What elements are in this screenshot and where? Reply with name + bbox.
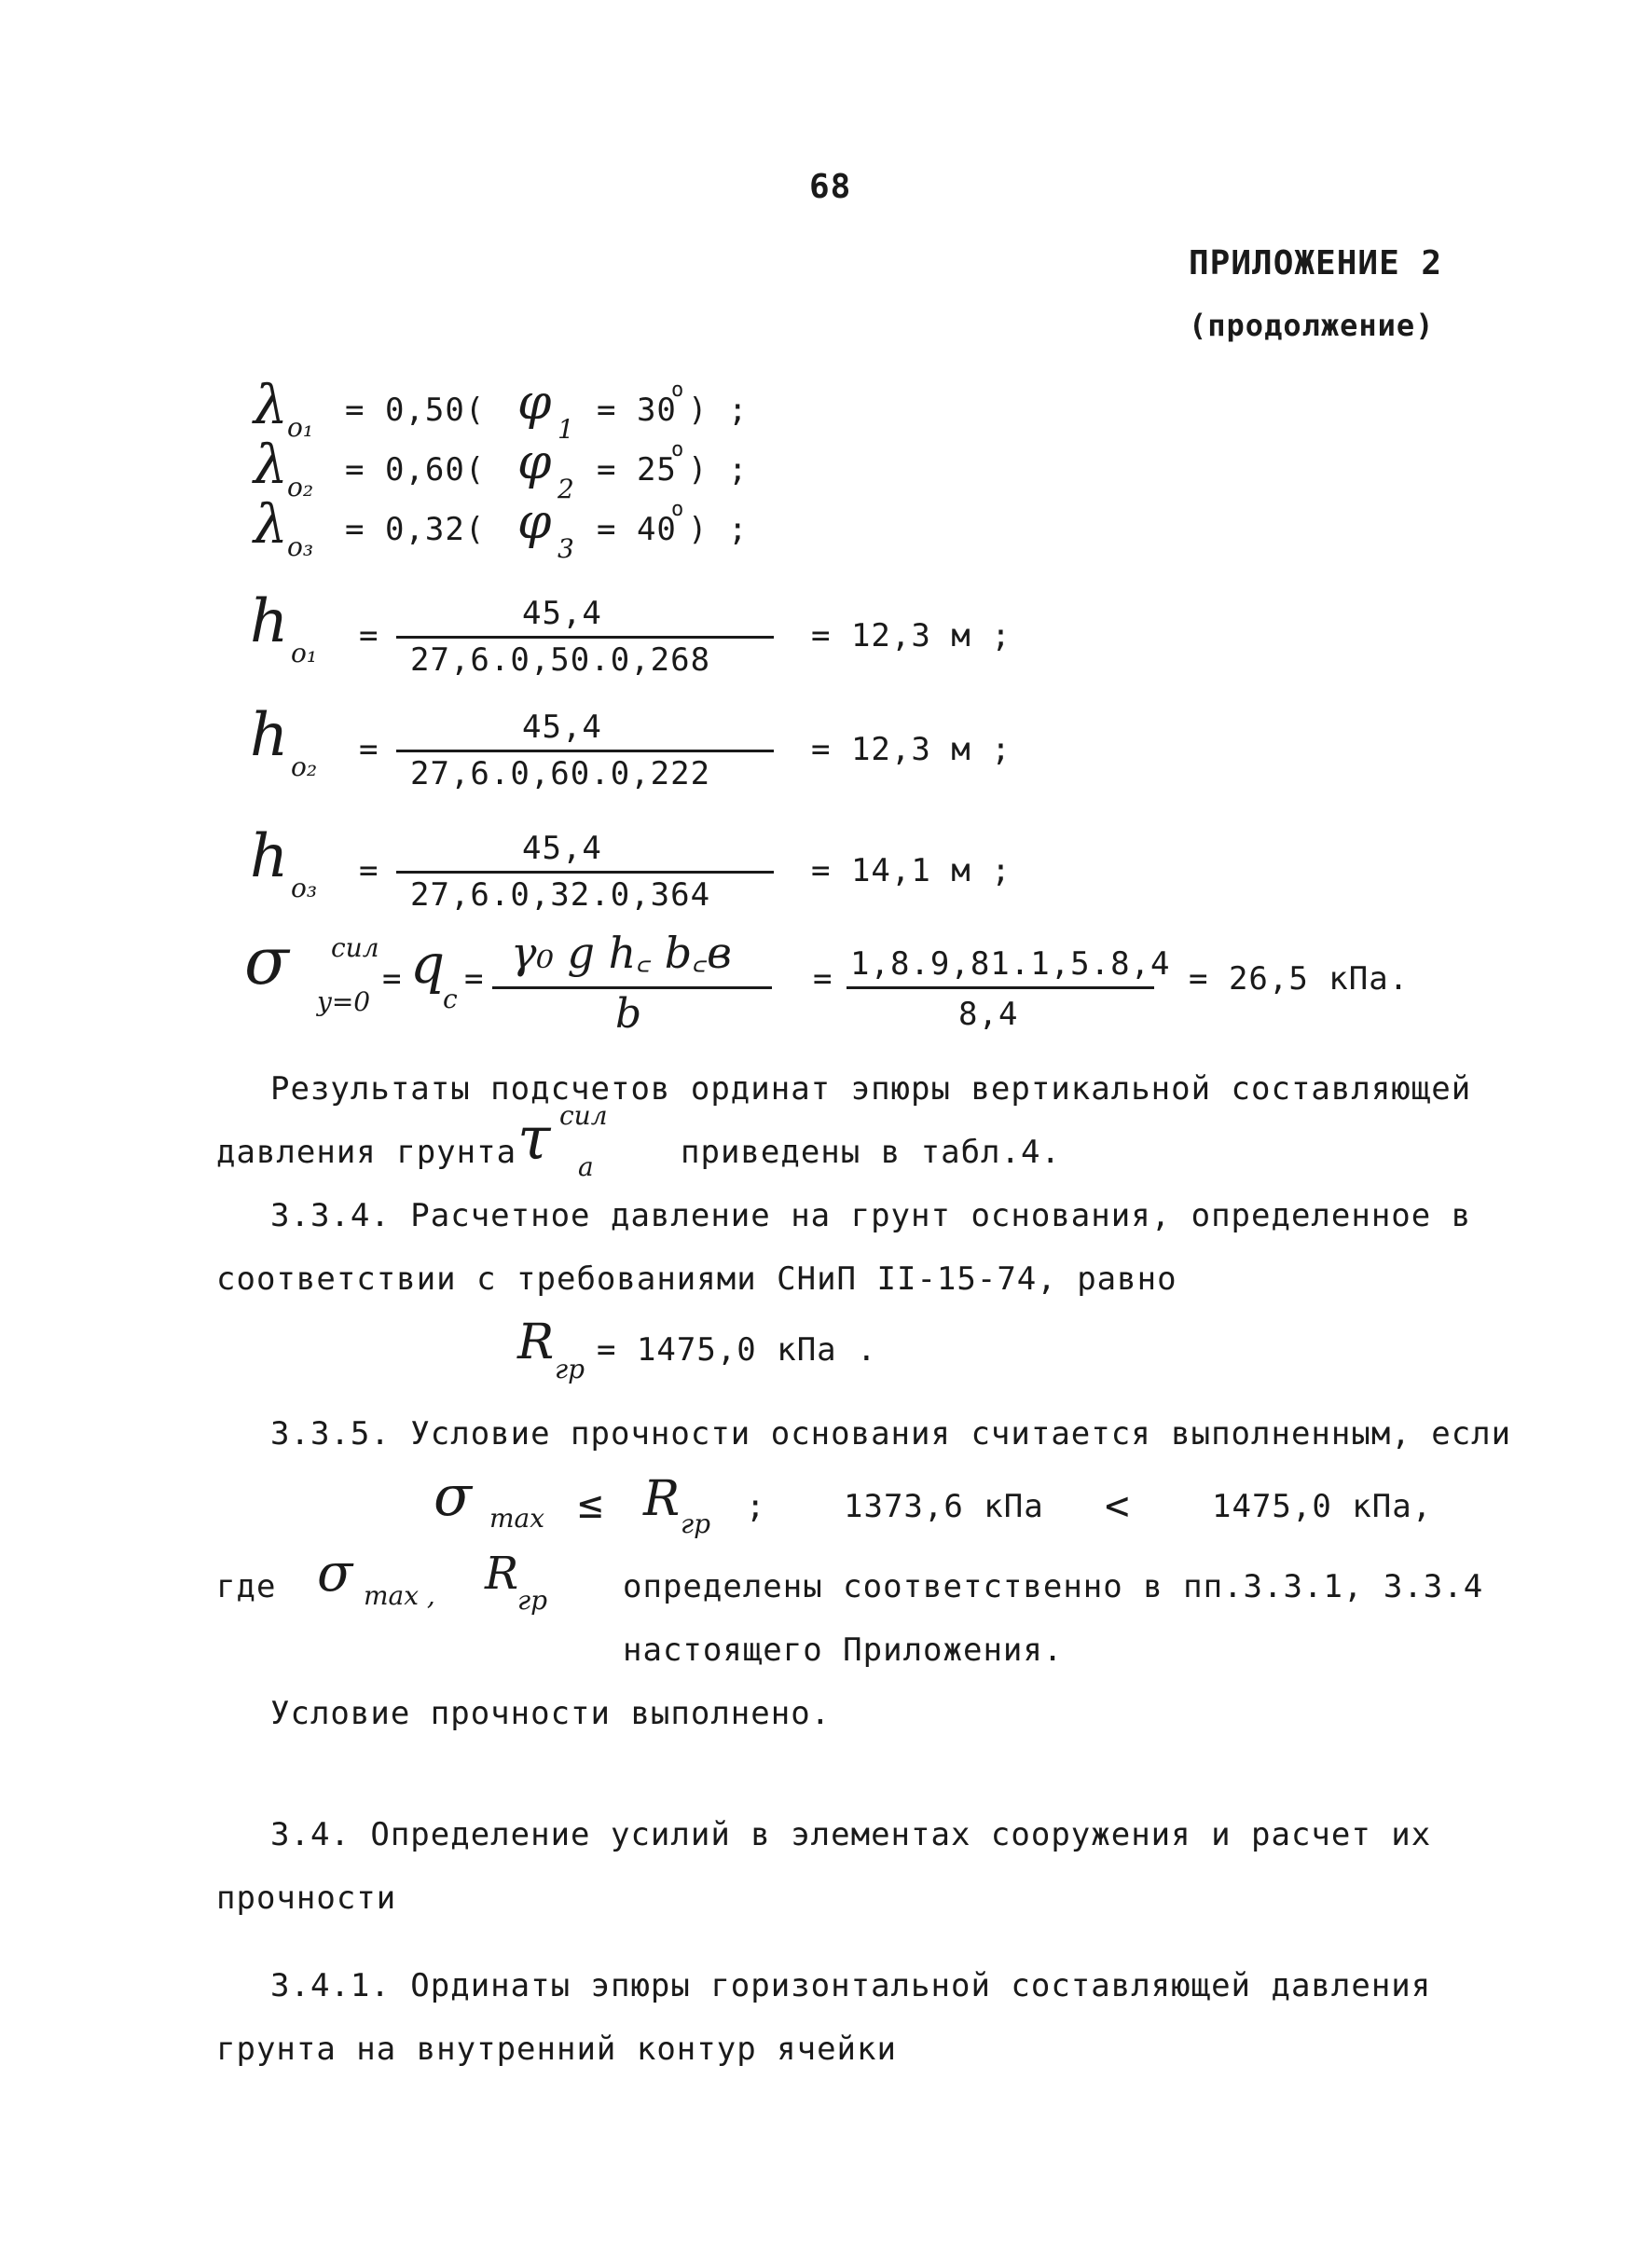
phi-symbol: φ <box>517 494 552 550</box>
frac1-numerator: γ₀ g h꜀ b꜀в <box>511 928 732 978</box>
section-335-line1: 3.3.5. Условие прочности основания считается выполненным, если <box>270 1415 1512 1453</box>
lambda-tail: ) ; <box>688 451 749 489</box>
para-results-line1: Результаты подсчетов ординат эпюры вертикальной составляющей <box>270 1070 1472 1108</box>
sigma-result: = 26,5 кПа. <box>1189 960 1410 998</box>
lambda-sub: o₂ <box>287 472 314 503</box>
section-34-line1: 3.4. Определение усилий в элементах сооружения и расчет их <box>270 1816 1432 1853</box>
rgr-symbol: R <box>517 1315 555 1370</box>
frac1-denominator: b <box>615 990 642 1038</box>
frac1-line <box>492 986 772 989</box>
phi-angle: = 30 <box>597 392 677 429</box>
where-word: где <box>216 1568 277 1605</box>
page-number: 68 <box>809 168 852 206</box>
degree-mark: o <box>671 379 685 402</box>
h-fraction-line <box>396 750 774 752</box>
phi-angle: = 40 <box>597 511 677 548</box>
phi-symbol: φ <box>517 375 552 431</box>
condition-satisfied: Условие прочности выполнено. <box>270 1695 832 1732</box>
h-numerator: 45,4 <box>522 830 602 867</box>
appendix-continuation: (продолжение) <box>1189 308 1435 343</box>
lambda-value: = 0,32( <box>345 511 486 548</box>
h-symbol: h <box>250 701 289 770</box>
value-sigma-max: 1373,6 кПа <box>844 1488 1044 1525</box>
sigma-symbol: σ <box>244 923 289 999</box>
para-results-line2a: давления грунта <box>216 1134 517 1171</box>
where-sigma-sub: max , <box>364 1580 435 1611</box>
section-334-line2: соответствии с требованиями СНиП II-15-74, равно <box>216 1260 1177 1298</box>
para-results-line2b: приведены в табл.4. <box>681 1134 1061 1171</box>
h-equals: = <box>359 617 379 654</box>
sigma-max-sub: max <box>489 1503 545 1534</box>
value-r-gr: 1475,0 кПа, <box>1212 1488 1433 1525</box>
phi-sub: 1 <box>558 414 574 445</box>
where-r-sub: гр <box>517 1585 548 1616</box>
sigma-sub: y=0 <box>317 986 371 1017</box>
lambda-value: = 0,60( <box>345 451 486 489</box>
lambda-sub: o₁ <box>287 412 314 443</box>
tau-symbol: τ <box>517 1105 551 1174</box>
degree-mark: o <box>671 498 685 521</box>
where-text-line1: определены соответственно в пп.3.3.1, 3.3.4 <box>623 1568 1484 1605</box>
sigma-max-symbol: σ <box>434 1464 472 1529</box>
lambda-sub: o₃ <box>287 531 314 562</box>
lambda-tail: ) ; <box>688 511 749 548</box>
tau-sup: сил <box>559 1100 608 1131</box>
sigma-sup: сил <box>331 932 379 963</box>
lambda-tail: ) ; <box>688 392 749 429</box>
where-sigma-symbol: σ <box>317 1543 353 1604</box>
h-result: = 12,3 м ; <box>811 617 1012 654</box>
section-341-line1: 3.4.1. Ординаты эпюры горизонтальной составляющей давления <box>270 1967 1432 2004</box>
h-equals: = <box>359 731 379 768</box>
where-text-line2: настоящего Приложения. <box>623 1632 1064 1669</box>
phi-symbol: φ <box>517 434 552 490</box>
section-341-line2: грунта на внутренний контур ячейки <box>216 2031 897 2068</box>
h-fraction-line <box>396 636 774 639</box>
h-symbol: h <box>250 822 289 891</box>
where-r-symbol: R <box>485 1548 519 1600</box>
frac2-line <box>847 986 1154 989</box>
appendix-title: ПРИЛОЖЕНИЕ 2 <box>1189 244 1443 282</box>
h-sub: o₃ <box>291 873 318 903</box>
r-symbol: R <box>643 1471 681 1527</box>
r-sub: гр <box>681 1508 711 1539</box>
h-denominator: 27,6.0,60.0,222 <box>410 755 711 792</box>
lambda-value: = 0,50( <box>345 392 486 429</box>
q-sub: c <box>443 984 458 1014</box>
q-symbol: q <box>410 932 446 996</box>
h-denominator: 27,6.0,32.0,364 <box>410 876 711 914</box>
eq-2: = <box>464 960 485 998</box>
h-sub: o₁ <box>291 638 318 668</box>
phi-sub: 2 <box>558 474 574 504</box>
frac2-denominator: 8,4 <box>958 996 1019 1033</box>
tau-sub: a <box>578 1151 594 1182</box>
h-symbol: h <box>250 587 289 656</box>
cond-semicolon: ; <box>746 1488 766 1525</box>
section-334-line1: 3.3.4. Расчетное давление на грунт основания, определенное в <box>270 1197 1472 1234</box>
h-fraction-line <box>396 871 774 874</box>
lt-sign: < <box>1105 1482 1131 1530</box>
lambda-symbol: λ <box>254 433 288 496</box>
phi-sub: 3 <box>558 533 574 564</box>
frac2-numerator: 1,8.9,81.1,5.8,4 <box>850 945 1171 983</box>
h-sub: o₂ <box>291 751 318 782</box>
h-result: = 14,1 м ; <box>811 852 1012 889</box>
h-numerator: 45,4 <box>522 595 602 632</box>
h-equals: = <box>359 852 379 889</box>
phi-angle: = 25 <box>597 451 677 489</box>
eq-3: = <box>813 960 833 998</box>
rgr-sub: гр <box>555 1354 585 1384</box>
rgr-value: = 1475,0 кПа . <box>597 1331 877 1369</box>
section-34-line2: прочности <box>216 1879 397 1917</box>
eq-1: = <box>382 960 403 998</box>
le-sign: ≤ <box>578 1480 604 1528</box>
lambda-symbol: λ <box>254 373 288 436</box>
h-numerator: 45,4 <box>522 709 602 746</box>
h-result: = 12,3 м ; <box>811 731 1012 768</box>
degree-mark: o <box>671 438 685 461</box>
h-denominator: 27,6.0,50.0,268 <box>410 641 711 679</box>
lambda-symbol: λ <box>254 492 288 556</box>
